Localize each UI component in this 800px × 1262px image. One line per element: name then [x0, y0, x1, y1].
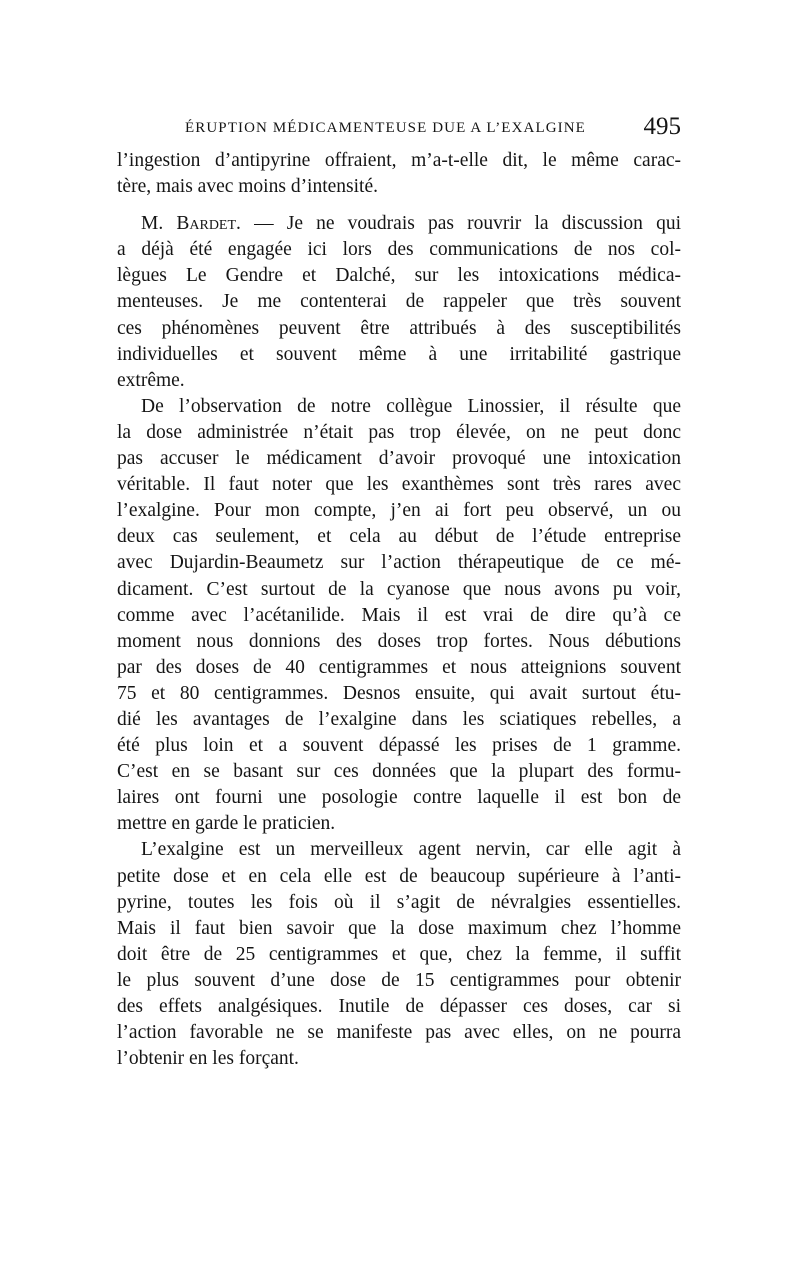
paragraph: [117, 211, 681, 394]
running-title: ÉRUPTION MÉDICAMENTEUSE DUE A L’EXALGINE: [185, 120, 586, 136]
text-line: l’action favorable ne se manifeste pas avec elles, on ne pourra: [117, 1022, 681, 1044]
text-line: menteuses. Je me contenterai de rappeler que très souvent: [117, 291, 681, 313]
text-line: l’obtenir en les forçant.: [117, 1048, 299, 1070]
speaker-name: M. Bardet.: [141, 213, 241, 235]
text-line: extrême.: [117, 369, 185, 391]
text-line: deux cas seulement, et cela au début de l’étude entreprise: [117, 526, 681, 548]
text-line: mettre en garde le praticien.: [117, 813, 336, 835]
text-line: l’exalgine. Pour mon compte, j’en ai fort peu observé, un ou: [117, 500, 681, 522]
text-line: pas accuser le médicament d’avoir provoqué une intoxication: [117, 448, 681, 470]
text-line: véritable. Il faut noter que les exanthèmes sont très rares avec: [117, 474, 681, 496]
text-line: doit être de 25 centigrammes et que, chez la femme, il suffit: [117, 943, 681, 965]
text-line: avec Dujardin-Beaumetz sur l’action thérapeutique de ce mé-: [117, 552, 681, 574]
running-head: [117, 112, 681, 148]
text-line: moment nous donnions des doses trop fortes. Nous débutions: [117, 630, 681, 652]
text-line: petite dose et en cela elle est de beaucoup supérieure à l’anti-: [117, 865, 681, 887]
paragraph-spacer: [117, 200, 681, 211]
text-line: par des doses de 40 centigrammes et nous atteignions souvent: [117, 656, 681, 678]
text-line: individuelles et souvent même à une irritabilité gastrique: [117, 343, 681, 365]
paragraph: [117, 394, 681, 838]
text-line: lègues Le Gendre et Dalché, sur les intoxications médica-: [117, 265, 681, 287]
text-line: l’ingestion d’antipyrine offraient, m’a-t-elle dit, le même carac-: [117, 150, 681, 171]
text-line: la dose administrée n’était pas trop élevée, on ne peut donc: [117, 421, 681, 443]
text-line-rest: — Je ne voudrais pas rouvrir la discussion qui: [254, 213, 681, 235]
page-number: 495: [643, 113, 681, 140]
text-line: pyrine, toutes les fois où il s’agit de névralgies essentielles.: [117, 891, 681, 913]
text-line: C’est en se basant sur ces données que la plupart des formu-: [117, 761, 681, 783]
book-page: [117, 112, 681, 1072]
text-line: Mais il faut bien savoir que la dose maximum chez l’homme: [117, 917, 681, 939]
text-line: De l’observation de notre collègue Linossier, il résulte que: [141, 395, 681, 417]
text-line: dié les avantages de l’exalgine dans les sciatiques rebelles, a: [117, 708, 681, 730]
text-line: L’exalgine est un merveilleux agent nervin, car elle agit à: [141, 839, 681, 861]
text-line: comme avec l’acétanilide. Mais il est vrai de dire qu’à ce: [117, 604, 681, 626]
paragraph: [117, 837, 681, 1072]
text-line: [117, 211, 681, 237]
text-line: 75 et 80 centigrammes. Desnos ensuite, qui avait surtout étu-: [117, 682, 681, 704]
text-line: été plus loin et a souvent dépassé les prises de 1 gramme.: [117, 735, 681, 757]
page-body: [117, 148, 681, 1072]
text-line: des effets analgésiques. Inutile de dépasser ces doses, car si: [117, 996, 681, 1017]
text-line: le plus souvent d’une dose de 15 centigrammes pour obtenir: [117, 969, 681, 991]
text-line: ces phénomènes peuvent être attribués à des susceptibilités: [117, 317, 681, 339]
text-line: dicament. C’est surtout de la cyanose que nous avons pu voir,: [117, 578, 681, 600]
paragraph: [117, 148, 681, 200]
text-line: laires ont fourni une posologie contre laquelle il est bon de: [117, 787, 681, 809]
text-line: a déjà été engagée ici lors des communications de nos col-: [117, 239, 681, 261]
text-line: tère, mais avec moins d’intensité.: [117, 176, 379, 198]
